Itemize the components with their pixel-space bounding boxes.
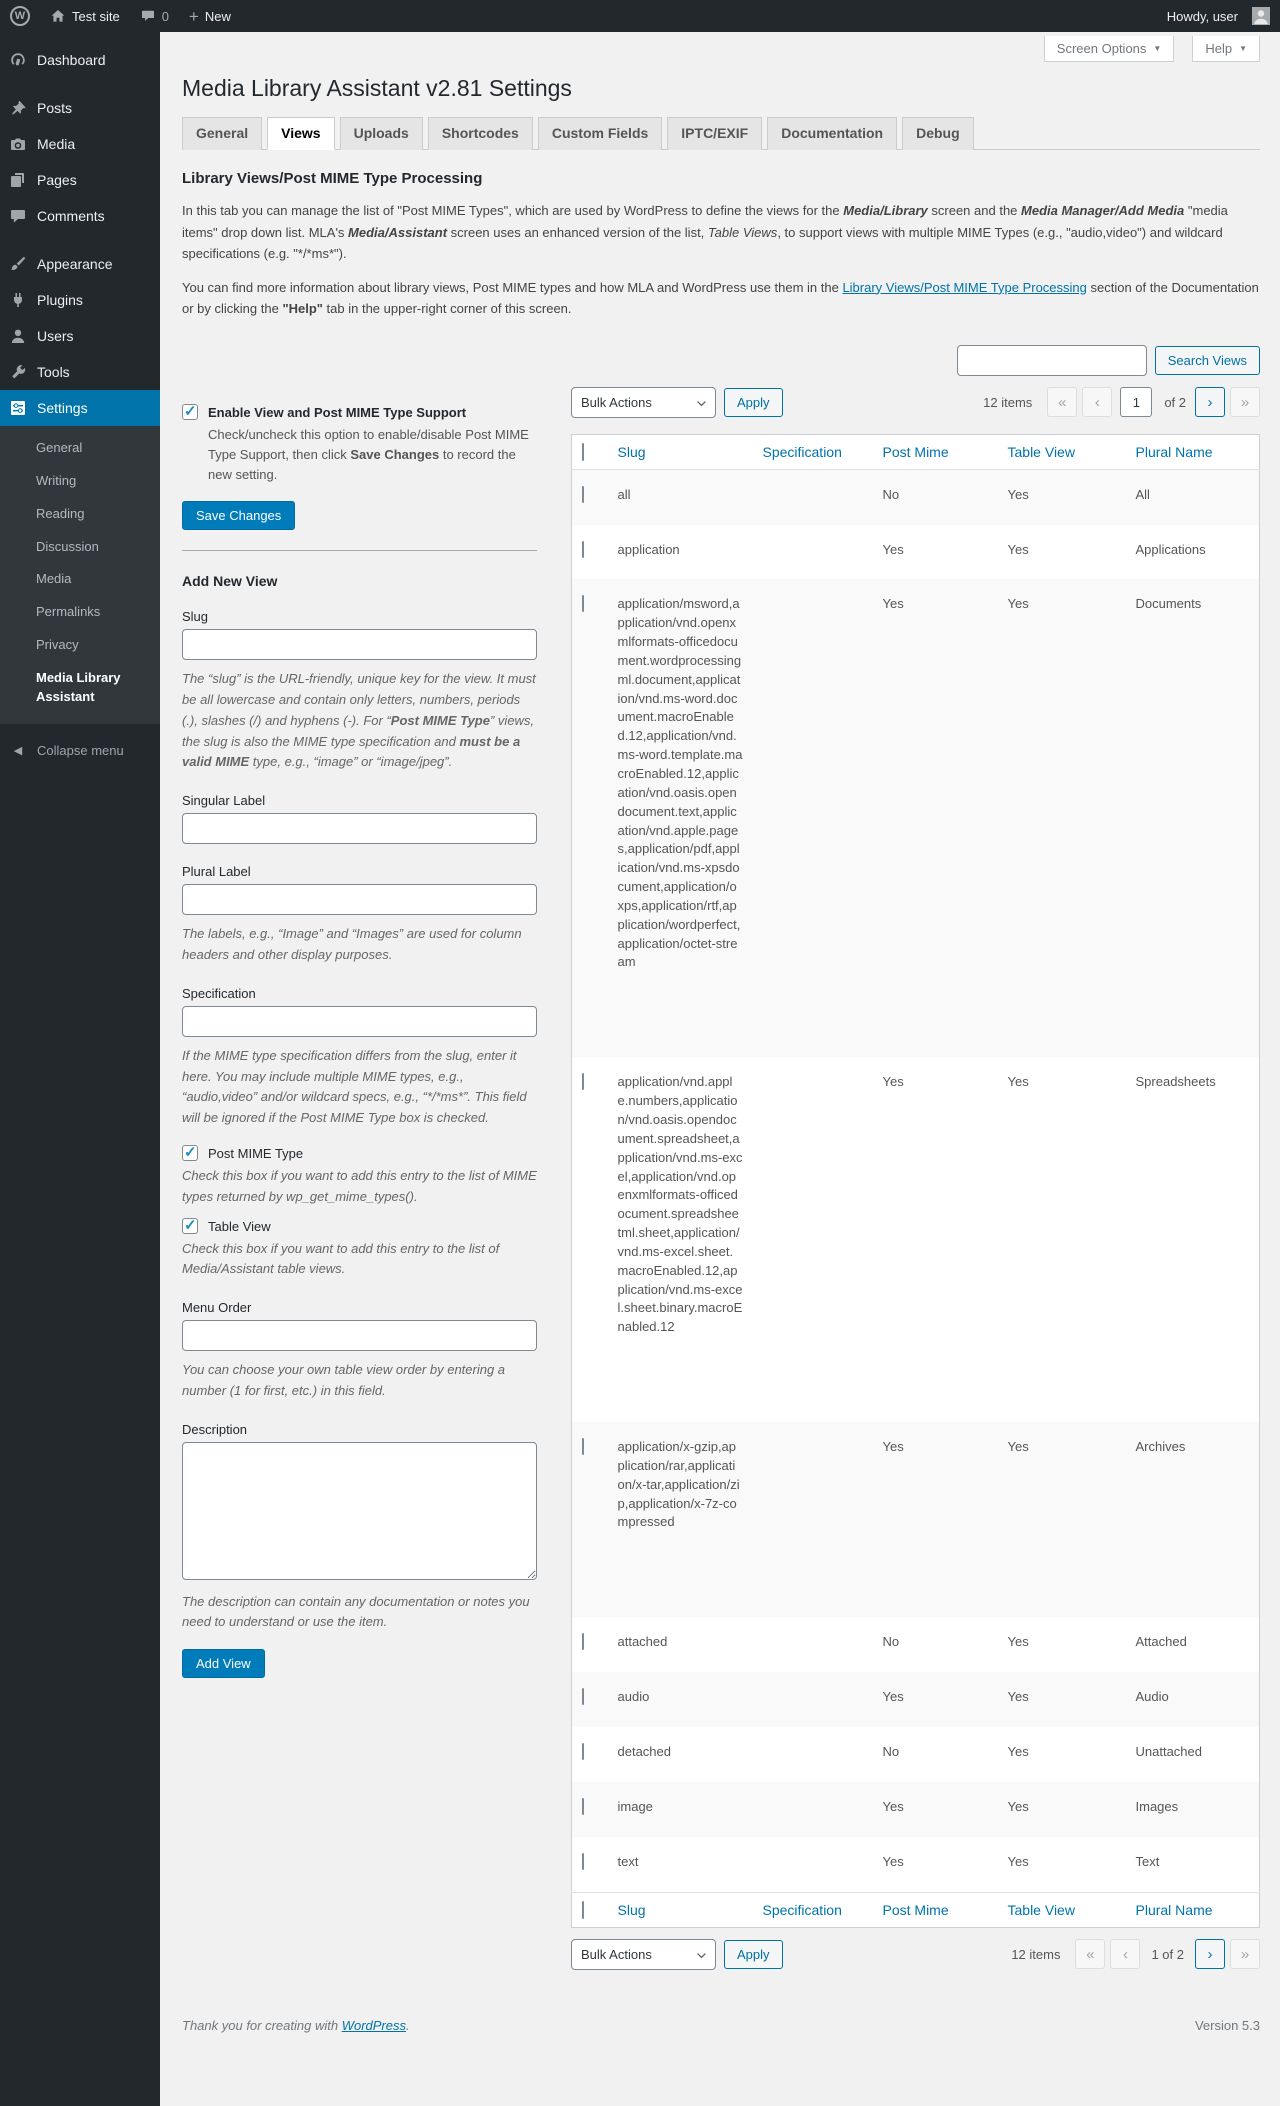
intro-paragraph-1 [182,200,1260,263]
row-post-mime: Yes [882,1853,904,1869]
tab-debug[interactable]: Debug [902,117,974,151]
row-plural: Archives [1135,1439,1186,1455]
text-bold-italic: Media Manager/Add Media [1021,203,1185,219]
comments-icon [8,206,28,226]
row-post-mime: No [882,486,900,502]
singular-label: Singular Label [182,793,266,809]
row-checkbox-cell [572,1057,608,1422]
documentation-link[interactable]: Library Views/Post MIME Type Processing [842,279,1087,295]
menu-order-label: Menu Order [182,1300,252,1316]
select-all-checkbox[interactable] [582,443,584,461]
row-table-view: Yes [1007,1744,1029,1759]
row-specification [753,469,873,524]
first-page-button: « [1047,387,1077,417]
row-slug: image [617,1798,653,1814]
description-label: Description [182,1421,248,1437]
bulk-actions-value: Bulk Actions [581,394,652,410]
search-input[interactable] [957,345,1147,376]
table-row [572,1782,1260,1837]
wrench-icon [8,362,28,382]
row-plural: Applications [1135,541,1206,557]
current-page-input[interactable] [1120,387,1152,417]
row-checkbox-cell [572,1782,608,1837]
wp-logo-menu[interactable] [0,0,40,32]
text: screen uses an enhanced version of the list, [447,224,708,240]
prev-page-button: ‹ [1110,1939,1140,1969]
sidebar-item-media[interactable] [0,126,160,162]
admin-sidebar [0,32,160,2106]
row-checkbox[interactable] [582,595,584,612]
row-post-mime: Yes [882,1689,904,1705]
row-plural: Text [1135,1853,1160,1869]
text: , to support views with multiple MIME Types (e.g., "audio,video") and wildcard specifications (e.g. "*/*ms*"). [182,224,1223,261]
tab-general[interactable]: General [182,117,262,151]
footer-version: Version 5.3 [1194,2017,1260,2033]
row-post-mime: No [882,1634,900,1650]
row-checkbox[interactable] [582,1438,584,1455]
text: ” views, the slug is also the MIME type specification and [182,712,535,749]
plural-label-input[interactable] [182,884,537,915]
home-icon [50,8,66,24]
row-plural: All [1135,486,1150,502]
text: to record the new setting. [208,446,516,482]
text-italic: Table Views [707,224,778,240]
sidebar-item-appearance[interactable] [0,246,160,282]
row-specification [753,1672,873,1727]
row-checkbox-cell [572,1672,608,1727]
sidebar-item-dashboard[interactable] [0,42,160,78]
row-table-view: Yes [1007,1853,1029,1869]
select-all-cell [572,434,608,469]
new-content-menu[interactable] [179,0,241,32]
text: You can find more information about library views, Post MIME types and how MLA and WordPress use them in the [182,279,843,295]
row-plural: Attached [1135,1634,1187,1650]
total-pages-label: of 2 [1164,394,1186,410]
menu-order-input[interactable] [182,1320,537,1351]
row-table-view: Yes [1007,1074,1029,1090]
specification-label: Specification [182,985,256,1001]
text: In this tab you can manage the list of "Post MIME Types", which are used by WordPress to define the views for the [182,203,844,219]
enable-view-label: Enable View and Post MIME Type Support [208,404,467,420]
text: tab in the upper-right corner of this screen. [322,300,572,316]
text: "media items" drop down list. MLA's [182,203,1228,240]
howdy-user-menu[interactable] [1157,0,1280,32]
table-view-checkbox[interactable] [182,1218,198,1234]
text: section of the Documentation or by clicking the [182,279,1259,316]
column-header-specification[interactable]: Specification [753,1892,873,1927]
sidebar-item-posts[interactable] [0,90,160,126]
row-checkbox-cell [572,1422,608,1617]
column-header-slug[interactable]: Slug [608,434,753,469]
row-post-mime: Yes [882,1439,904,1455]
row-plural: Audio [1135,1689,1169,1705]
text-bold: must be a valid MIME [182,733,521,770]
wordpress-link[interactable]: WordPress [341,2017,406,2033]
bulk-actions-value: Bulk Actions [581,1946,652,1962]
wordpress-logo-icon: W [10,6,30,26]
table-view-help: Check this box if you want to add this entry to the list of Media/Assistant table views. [182,1240,500,1277]
plus-icon: + [188,6,199,26]
admin-footer [182,2018,1260,2047]
add-view-button[interactable]: Add View [182,1649,265,1678]
section-title: Library Views/Post MIME Type Processing [182,170,483,188]
row-specification [753,1422,873,1617]
row-checkbox-cell [572,1727,608,1782]
row-slug: all [617,486,631,502]
comments-count: 0 [161,8,169,24]
comment-bubble-icon [140,8,156,24]
row-plural: Documents [1135,596,1202,612]
sidebar-label: Tools [37,364,70,380]
table-footer-row [572,1892,1260,1927]
sidebar-label: Comments [37,208,105,224]
row-specification [753,1727,873,1782]
row-checkbox-cell [572,579,608,1057]
text: Check/uncheck this option to enable/disable Post MIME Type Support, then click [208,426,529,462]
table-body [572,469,1260,1892]
row-plural: Spreadsheets [1135,1074,1216,1090]
labels-help: The labels, e.g., “Image” and “Images” are used for column headers and other display purposes. [182,926,522,962]
check-icon: ✓ [184,402,197,420]
row-table-view: Yes [1007,1798,1029,1814]
apply-button-bottom[interactable]: Apply [724,1940,783,1969]
slug-input[interactable] [182,629,537,660]
enable-view-help [208,425,537,485]
table-row [572,1837,1260,1892]
last-page-button: » [1230,1939,1260,1969]
sidebar-label: Media [37,136,76,152]
column-header-post-mime[interactable]: Post Mime [873,434,998,469]
column-header-table-view[interactable]: Table View [998,434,1126,469]
slug-label: Slug [182,609,209,625]
row-checkbox-cell [572,1617,608,1672]
submenu-media-library-assistant[interactable]: Media Library Assistant [36,669,121,704]
collapse-arrow-icon: ◀ [13,744,23,757]
sidebar-item-plugins[interactable] [0,282,160,318]
row-slug: application/x-gzip,application/rar,application/x-tar,application/zip,application/x-7z-compressed [617,1439,740,1530]
sidebar-label: Posts [37,100,73,116]
row-checkbox[interactable] [582,1853,584,1870]
row-checkbox-cell [572,469,608,524]
text: screen and the [927,203,1022,219]
slug-help [182,669,537,773]
table-row [572,1672,1260,1727]
new-label: New [204,8,231,24]
sidebar-item-tools[interactable] [0,354,160,390]
chevron-down-icon: ▼ [1153,44,1162,53]
row-post-mime: Yes [882,1798,904,1814]
specification-help: If the MIME type specification differs from the slug, enter it here. You may include multiple MIME types, e.g., “audio,video” and/or wildcard specs, e.g., “*/*ms*”. This field will be ignored if the Post MIME Type box is checked. [182,1047,527,1126]
intro-section [182,170,1260,318]
row-post-mime: No [882,1744,900,1759]
row-table-view: Yes [1007,541,1029,557]
views-table-panel [571,345,1260,1970]
sidebar-label: Users [37,328,74,344]
row-plural: Unattached [1135,1744,1202,1759]
row-table-view: Yes [1007,596,1029,612]
row-slug: attached [617,1634,668,1650]
table-row [572,1422,1260,1617]
items-count: 12 items [983,394,1033,410]
views-table [571,434,1260,1928]
main-content [160,0,1280,2047]
enable-view-checkbox[interactable] [182,404,198,420]
table-row [572,1617,1260,1672]
text-bold-italic: Media/Assistant [348,224,448,240]
table-row [572,579,1260,1057]
user-silhouette-icon [1252,7,1270,25]
row-checkbox[interactable] [582,1798,584,1815]
tab-iptc-exif[interactable]: IPTC/EXIF [667,117,762,151]
chevron-down-icon [695,397,708,410]
post-mime-help: Check this box if you want to add this entry to the list of MIME types returned by wp_get_mime_types(). [182,1167,537,1204]
camera-icon [8,134,28,154]
save-changes-button[interactable]: Save Changes [182,501,295,530]
row-slug: detached [617,1744,671,1759]
text-bold: Save Changes [350,446,440,462]
apply-button[interactable]: Apply [724,388,783,417]
submenu-permalinks[interactable]: Permalinks [36,604,101,620]
submenu-reading[interactable]: Reading [36,505,85,521]
row-post-mime: Yes [882,1074,904,1090]
page-range-label: 1 of 2 [1151,1946,1184,1962]
row-specification [753,1782,873,1837]
page-title: Media Library Assistant v2.81 Settings [182,75,572,101]
first-page-button: « [1075,1939,1105,1969]
next-page-button[interactable]: › [1195,1939,1225,1969]
collapse-menu-button[interactable] [0,734,160,767]
row-post-mime: Yes [882,596,904,612]
post-mime-type-label: Post MIME Type [208,1145,304,1161]
description-textarea[interactable] [182,1442,537,1580]
footer-thanks [182,2018,410,2033]
row-post-mime: Yes [882,541,904,557]
post-mime-type-checkbox[interactable] [182,1145,198,1161]
tab-views[interactable]: Views [267,117,334,151]
check-icon: ✓ [184,1143,197,1161]
select-all-cell [572,1892,608,1927]
plug-icon [8,290,28,310]
column-header-post-mime[interactable]: Post Mime [873,1892,998,1927]
intro-paragraph-2 [182,277,1260,319]
prev-page-button: ‹ [1082,387,1112,417]
settings-sliders-icon [8,398,28,418]
table-row [572,1057,1260,1422]
add-view-form [182,388,537,1970]
menu-order-help: You can choose your own table view order by entering a number (1 for first, etc.) in this field. [182,1362,506,1398]
text-bold-italic: Media/Library [843,203,928,219]
row-slug: application/vnd.apple.numbers,application/vnd.oasis.opendocument.spreadsheet,application/vnd.ms-excel,application/vnd.openxmlformats-officedocument.spreadsheetml.sheet,application/vnd.ms-excel.sheet.macroEnabled.12,application/vnd.ms-excel.sheet.binary.macroEnabled.12 [617,1074,743,1335]
column-header-plural-name[interactable]: Plural Name [1126,1892,1260,1927]
pushpin-icon [8,98,28,118]
row-checkbox[interactable] [582,1633,584,1650]
comments-menu[interactable] [130,0,179,32]
table-view-label: Table View [208,1218,271,1234]
text: type, e.g., “image” or “image/jpeg”. [249,754,453,770]
sidebar-item-pages[interactable] [0,162,160,198]
text: Thank you for creating with [182,2017,342,2033]
table-row [572,1727,1260,1782]
submenu-privacy[interactable]: Privacy [36,637,79,653]
divider [182,550,537,551]
row-table-view: Yes [1007,1439,1029,1455]
tab-custom-fields[interactable]: Custom Fields [538,117,662,151]
sidebar-item-settings[interactable] [0,390,160,426]
text: . [406,2017,410,2033]
tab-documentation[interactable]: Documentation [767,117,897,151]
sidebar-label: Pages [37,172,77,188]
next-page-button[interactable]: › [1195,387,1225,417]
check-icon: ✓ [184,1216,197,1234]
submenu-media[interactable]: Media [36,571,72,587]
row-specification [753,579,873,1057]
row-specification [753,1057,873,1422]
menu-separator [0,78,160,90]
howdy-text: Howdy, user [1166,8,1238,24]
submenu-discussion[interactable]: Discussion [36,538,99,554]
sidebar-label: Settings [37,400,88,416]
text: The “slug” is the URL-friendly, unique key for the view. It must be all lowercase and contain only letters, numbers, periods (.), slashes (/) and hyphens (-). For “ [182,671,536,728]
table-header-row [572,434,1260,469]
row-checkbox-cell [572,1837,608,1892]
dashboard-icon [8,50,28,70]
sidebar-item-comments[interactable] [0,198,160,234]
row-slug: application [617,541,680,557]
search-views-button[interactable]: Search Views [1155,346,1260,375]
row-table-view: Yes [1007,1634,1029,1650]
row-specification [753,1617,873,1672]
chevron-down-icon: ▼ [1239,44,1247,53]
last-page-button: » [1230,387,1260,417]
paintbrush-icon [8,254,28,274]
table-toolbar-bottom [571,1939,1260,1970]
row-checkbox[interactable] [582,541,584,558]
menu-separator [0,234,160,246]
site-name-menu[interactable] [40,0,130,32]
collapse-label: Collapse menu [37,742,124,758]
row-plural: Images [1135,1798,1179,1814]
column-header-plural-name[interactable]: Plural Name [1126,434,1260,469]
specification-input[interactable] [182,1006,537,1037]
row-slug: text [617,1853,639,1869]
screen-meta-links [1044,36,1260,62]
site-name: Test site [72,8,120,24]
description-help: The description can contain any documentation or notes you need to understand or use the item. [182,1593,530,1630]
table-toolbar-top [571,387,1260,418]
row-checkbox[interactable] [582,1743,584,1760]
help-label: Help [1205,41,1233,56]
settings-tabs [182,117,1260,151]
bulk-actions-select-bottom[interactable] [571,1939,716,1970]
row-specification [753,1837,873,1892]
tab-shortcodes[interactable]: Shortcodes [428,117,533,151]
row-checkbox-cell [572,525,608,580]
row-checkbox[interactable] [582,486,584,503]
avatar [1252,7,1270,25]
screen-options-label: Screen Options [1056,41,1147,56]
sidebar-label: Plugins [37,292,83,308]
row-checkbox[interactable] [582,1688,584,1705]
select-all-checkbox[interactable] [582,1901,584,1919]
user-icon [8,326,28,346]
settings-submenu [0,426,160,724]
bulk-actions-select[interactable] [571,387,716,418]
chevron-down-icon [695,1949,708,1962]
row-table-view: Yes [1007,1689,1029,1705]
text-bold: "Help" [282,300,323,316]
row-checkbox[interactable] [582,1073,584,1090]
tab-uploads[interactable]: Uploads [340,117,423,151]
text-bold: Post MIME Type [390,712,490,728]
sidebar-label: Appearance [37,256,113,272]
pages-icon [8,170,28,190]
sidebar-item-users[interactable] [0,318,160,354]
items-count: 12 items [1011,1946,1061,1962]
admin-bar [0,0,1280,32]
singular-label-input[interactable] [182,813,537,844]
plural-label: Plural Label [182,864,251,880]
row-slug: application/msword,application/vnd.openxmlformats-officedocument.wordprocessingml.document,application/vnd.ms-word.document.macroEnabled.12,application/vnd.ms-word.template.macroEnabled.12,application/vnd.oasis.opendocument.text,application/vnd.apple.pages,application/pdf,application/vnd.ms-xpsdocument,application/oxps,application/rtf,application/wordperfect,application/octet-stream [617,596,743,970]
row-specification [753,525,873,580]
table-row [572,469,1260,524]
table-row [572,525,1260,580]
screen-options-button[interactable] [1044,36,1175,62]
help-button[interactable] [1192,36,1260,62]
submenu-writing[interactable]: Writing [36,472,77,488]
column-header-table-view[interactable]: Table View [998,1892,1126,1927]
row-table-view: Yes [1007,486,1029,502]
sidebar-label: Dashboard [37,52,106,68]
submenu-general[interactable]: General [36,440,83,455]
column-header-slug[interactable]: Slug [608,1892,753,1927]
add-new-view-heading: Add New View [182,573,278,590]
row-slug: audio [617,1689,650,1705]
column-header-specification[interactable]: Specification [753,434,873,469]
